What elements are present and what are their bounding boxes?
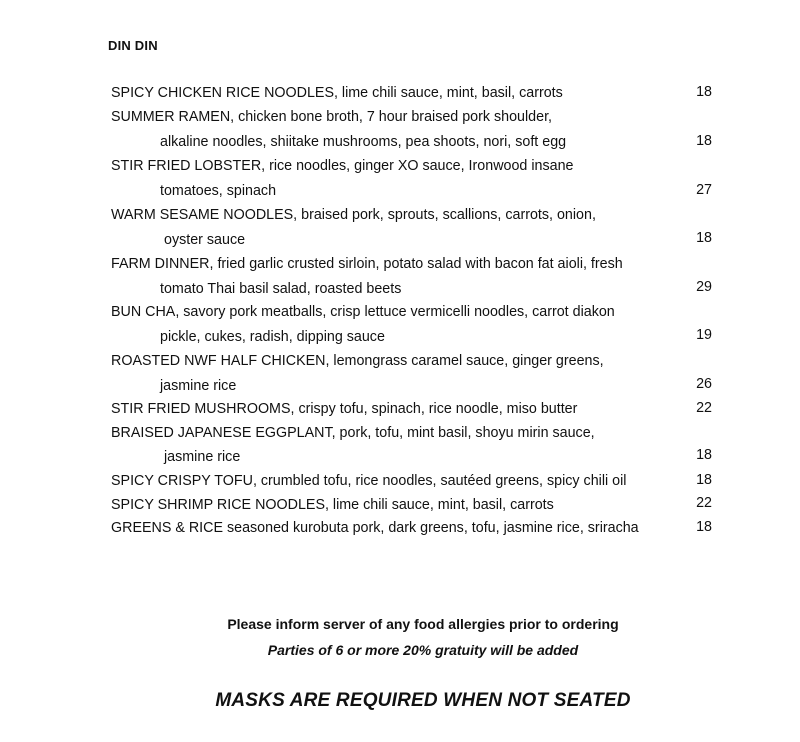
menu-item-line-continued: alkaline noodles, shiitake mushrooms, pea shoots, nori, soft egg [160, 134, 567, 150]
menu-item-line-continued: tomato Thai basil salad, roasted beets [160, 281, 402, 297]
menu-item-line: SPICY SHRIMP RICE NOODLES, lime chili sauce, mint, basil, carrots [111, 497, 554, 513]
menu-item-price: 18 [696, 230, 712, 246]
menu-item-price: 18 [696, 84, 712, 100]
menu-item-line: SPICY CRISPY TOFU, crumbled tofu, rice noodles, sautéed greens, spicy chili oil [111, 473, 627, 489]
gratuity-notice: Parties of 6 or more 20% gratuity will be added [267, 642, 579, 658]
menu-item-price: 29 [696, 279, 712, 295]
menu-item-line: FARM DINNER, fried garlic crusted sirloin, potato salad with bacon fat aioli, fresh [111, 256, 623, 272]
menu-item-line-continued: jasmine rice [164, 449, 241, 465]
menu-item-price: 18 [696, 133, 712, 149]
menu-item-line: ROASTED NWF HALF CHICKEN, lemongrass caramel sauce, ginger greens, [111, 353, 604, 369]
menu-item-line: BRAISED JAPANESE EGGPLANT, pork, tofu, mint basil, shoyu mirin sauce, [111, 425, 595, 441]
menu-item-line-continued: tomatoes, spinach [160, 183, 277, 199]
menu-item-price: 19 [696, 327, 712, 343]
menu-item-price: 22 [696, 400, 712, 416]
menu-item-line: SPICY CHICKEN RICE NOODLES, lime chili sauce, mint, basil, carrots [111, 85, 563, 101]
menu-item-price: 22 [696, 495, 712, 511]
menu-item-line: STIR FRIED MUSHROOMS, crispy tofu, spinach, rice noodle, miso butter [111, 401, 578, 417]
mask-notice: MASKS ARE REQUIRED WHEN NOT SEATED [215, 690, 631, 711]
allergy-notice: Please inform server of any food allergies prior to ordering [227, 616, 619, 632]
menu-item-line: STIR FRIED LOBSTER, rice noodles, ginger XO sauce, Ironwood insane [111, 158, 574, 174]
menu-item-line-continued: oyster sauce [164, 232, 246, 248]
menu-item-line: WARM SESAME NOODLES, braised pork, sprouts, scallions, carrots, onion, [111, 207, 596, 223]
menu-item-line: GREENS & RICE seasoned kurobuta pork, dark greens, tofu, jasmine rice, sriracha [111, 520, 639, 536]
menu-item-line: SUMMER RAMEN, chicken bone broth, 7 hour braised pork shoulder, [111, 109, 553, 125]
menu-item-price: 18 [696, 447, 712, 463]
menu-item-price: 27 [696, 182, 712, 198]
menu-item-price: 18 [696, 472, 712, 488]
menu-item-price: 18 [696, 519, 712, 535]
menu-item-line-continued: jasmine rice [160, 378, 237, 394]
menu-item-price: 26 [696, 376, 712, 392]
menu-item-line-continued: pickle, cukes, radish, dipping sauce [160, 329, 385, 345]
menu-item-line: BUN CHA, savory pork meatballs, crisp lettuce vermicelli noodles, carrot diakon [111, 304, 615, 320]
menu-title: DIN DIN [108, 38, 158, 53]
